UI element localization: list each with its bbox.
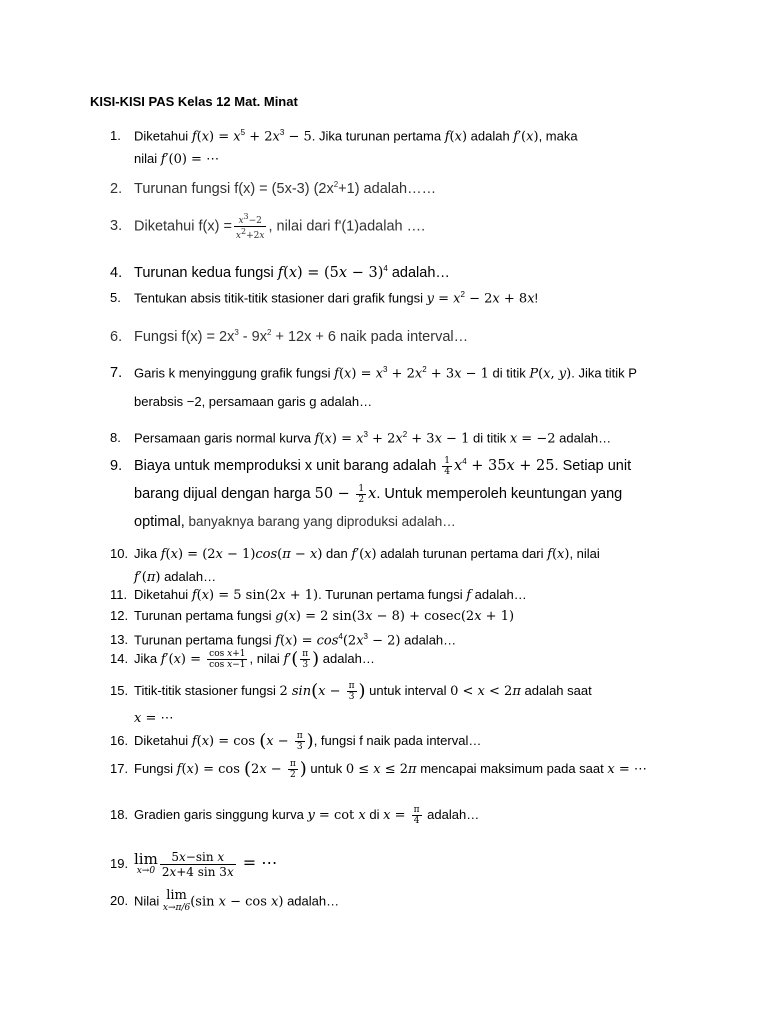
question-18: 18. Gradien garis singgung kurva y = cot x di x = $\frac{\pi}{4}$ adalah… [110, 805, 480, 827]
question-20: 20. Nilai lim x→π/6 (sin x − cos x) adalah… [110, 888, 340, 913]
question-17: 17. Fungsi f(x) = cos (2x − $\frac{\pi}{2}$ ) untuk 0 ≤ x ≤ 2π mencapai maksimum pada saat x = ⋯ [110, 758, 647, 781]
question-7: 7. Garis k menyinggung grafik fungsi $f(x) = x^3 + 2x^2 + 3x - 1$ di titik P(x, y). Jika titik P berabsis −2, persamaan garis g adalah… [110, 365, 637, 410]
question-19: 19. lim x→0 $\frac{\text{5x−sin x}}{2x+4 \sin 3x}$ = ⋯ [110, 849, 278, 879]
question-5: 5. Tentukan absis titik-titik stasioner dari grafik fungsi $y = x^2 - 2x + 8x$! [110, 290, 539, 307]
question-8: 8. Persamaan garis normal kurva $f(x) = x^3 + 2x^2 + 3x - 1$ di titik x = −2 adalah… [110, 430, 612, 447]
question-11: 11. Diketahui f(x) = 5 sin(2x + 1). Turunan pertama fungsi f adalah… [110, 587, 527, 603]
question-16: 16. Diketahui f(x) = cos (x − $\frac{\pi}{3}$ ), fungsi f naik pada interval… [110, 730, 482, 753]
question-2: 2. Turunan fungsi f(x) = (5x-3) $(2x^2+1)$ adalah…… [110, 180, 437, 197]
question-1: 1. Diketahui $f(x) = x^5 + 2x^3 - 5$. Jika turunan pertama f(x) adalah f′(x), maka nilai f′(0) = ⋯ [110, 128, 578, 168]
question-14: 14. Jika f′(x) = $\frac{\text{cos x+1}}{\text{cos x−1}}$ , nilai f′( $\frac{\pi}{3}$ ) adalah… [110, 648, 375, 671]
question-15: 15. Titik-titik stasioner fungsi 2 sin(x − $\frac{\pi}{3}$ ) untuk interval 0 < x < 2π adalah saat x = ⋯ [110, 680, 592, 726]
question-10: 10. Jika f(x) = (2x − 1)cos(π − x) dan f′(x) adalah turunan pertama dari f(x), nilai f′(π) adalah… [110, 546, 600, 585]
page-title: KISI-KISI PAS Kelas 12 Mat. Minat [90, 94, 298, 109]
question-3: 3. Diketahui f(x) = $\frac{x^3-2}{x^2+2x}$ , nilai dari f'(1)adalah …. [110, 212, 426, 241]
question-6: 6. Fungsi $f(x) = 2x^3 - 9x^2 + 12x + 6$ naik pada interval… [110, 328, 469, 345]
question-4: 4. Turunan kedua fungsi $f(x) = (5x - 3)^4$ adalah… [110, 264, 450, 281]
question-12: 12. Turunan pertama fungsi g(x) = 2 sin(3x − 8) + cosec(2x + 1) [110, 608, 515, 624]
question-9: 9. Biaya untuk memproduksi x unit barang adalah $\frac{1}{4}$ $x^4 + 35x + 25$. Setiap unit barang dijual dengan harga 50 − $\frac{1}{2}$ x. Untuk memperoleh keuntungan yang optimal, banyaknya barang yang diproduksi adalah… [110, 455, 632, 530]
question-13: 13. Turunan pertama fungsi $f(x) = \cos^4(2x^3 - 2)$ adalah… [110, 632, 457, 649]
